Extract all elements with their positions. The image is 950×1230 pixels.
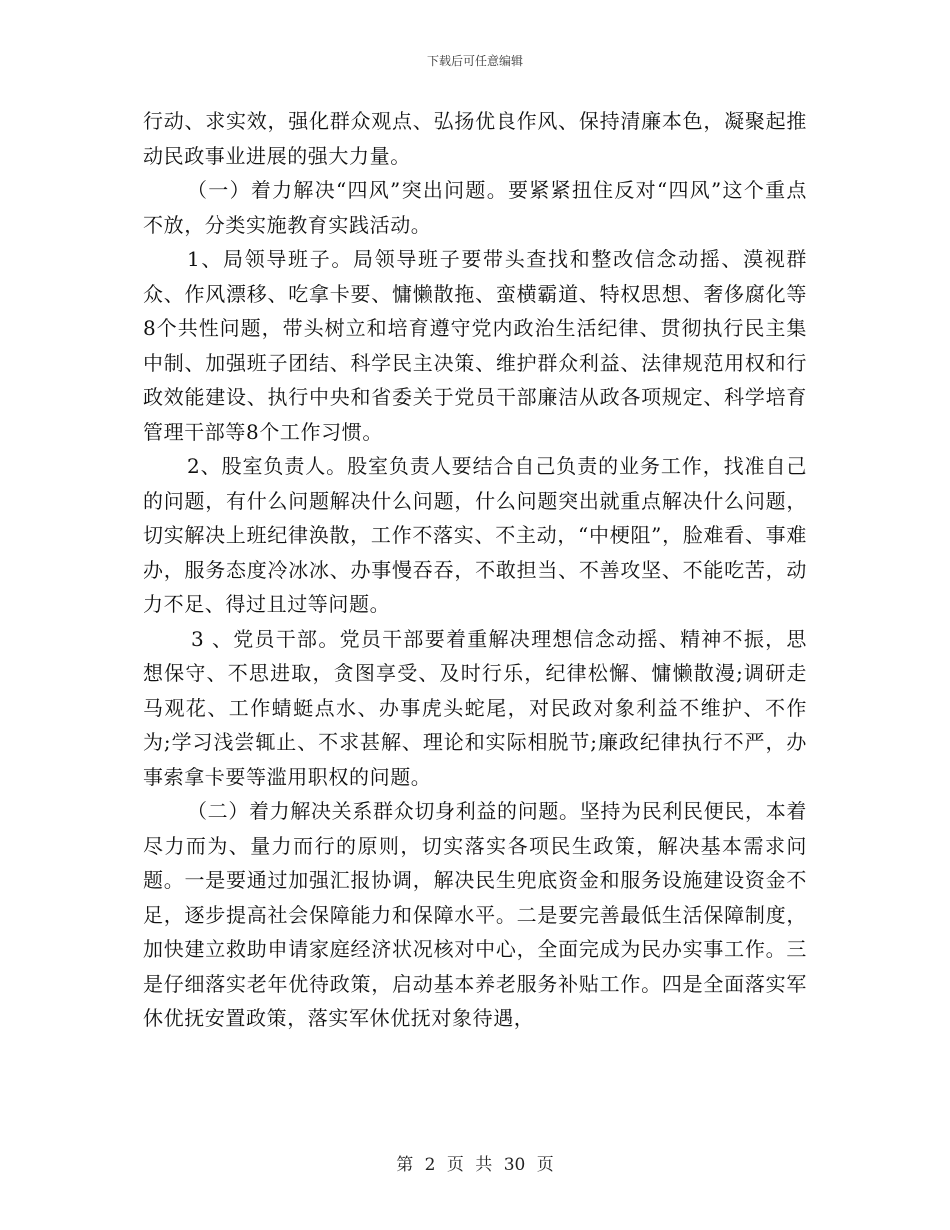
paragraph-item-3: 3 、党员干部。党员干部要着重解决理想信念动摇、精神不振，思想保守、不思进取，贪图享受、及时行乐，纪律松懈、慵懒散漫;调研走马观花、工作蜻蜓点水、办事虎头蛇尾，对民政对象利益不维护、不作为;学习浅尝辄止、不求甚解、理论和实际相脱节;廉政纪律执行不严，办事索拿卡要等滥用职权的问题。 xyxy=(143,626,807,789)
paragraph-item-2: 2、股室负责人。股室负责人要结合自己负责的业务工作，找准自己的问题，有什么问题解决什么问题，什么问题突出就重点解决什么问题，切实解决上班纪律涣散，工作不落实、不主动，“中梗阻”，脸难看、事难办，服务态度冷冰冰、办事慢吞吞，不敢担当、不善攻坚、不能吃苦，动力不足、得过且过等问题。 xyxy=(143,454,807,616)
page-number-footer: 第 2 页 共 30 页 xyxy=(396,1155,554,1175)
paragraph-item-1: 1、局领导班子。局领导班子要带头查找和整改信念动摇、漠视群众、作风漂移、吃拿卡要、慵懒散拖、蛮横霸道、特权思想、奢侈腐化等8个共性问题，带头树立和培育遵守党内政治生活纪律、贯彻执行民主集中制、加强班子团结、科学民主决策、维护群众利益、法律规范用权和行政效能建设、执行中央和省委关于党员干部廉洁从政各项规定、科学培育管理干部等8个工作习惯。 xyxy=(143,247,807,444)
page-header: 下载后可任意编辑 xyxy=(426,54,523,68)
document-body xyxy=(143,104,807,1036)
paragraph-section-two: （二）着力解决关系群众切身利益的问题。坚持为民利民便民，本着尽力而为、量力而行的原则，切实落实各项民生政策，解决基本需求问题。一是要通过加强汇报协调，解决民生兜底资金和服务设施建设资金不足，逐步提高社会保障能力和保障水平。二是要完善最低生活保障制度，加快建立救助申请家庭经济状况核对中心，全面完成为民办实事工作。三是仔细落实老年优待政策，启动基本养老服务补贴工作。四是全面落实军休优抚安置政策，落实军休优抚对象待遇， xyxy=(143,799,807,1030)
paragraph-section-one: （一）着力解决“四风”突出问题。要紧紧扭住反对“四风”这个重点不放，分类实施教育实践活动。 xyxy=(143,178,807,237)
paragraph-continuation: 行动、求实效，强化群众观点、弘扬优良作风、保持清廉本色，凝聚起推动民政事业进展的强大力量。 xyxy=(143,109,807,168)
